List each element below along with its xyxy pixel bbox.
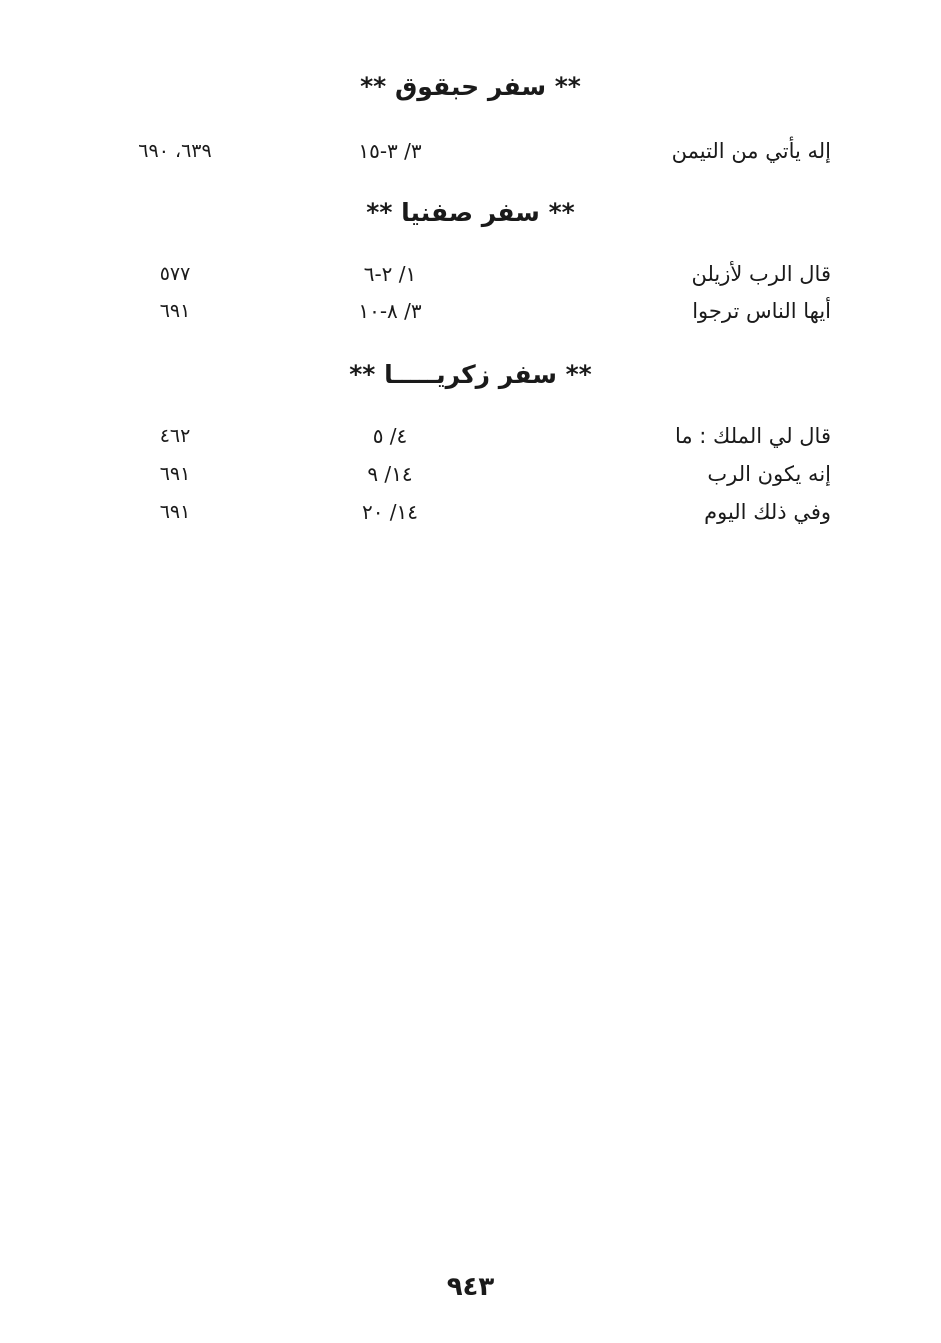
page-number: ٩٤٣ [446, 1272, 495, 1302]
verse-reference: ١/ ٢-٦ [363, 262, 417, 286]
index-row [0, 457, 941, 491]
page-references: ٥٧٧ [159, 263, 191, 285]
index-row [0, 495, 941, 529]
verse-reference: ٣/ ٣-١٥ [358, 139, 422, 163]
verse-reference: ٤/ ٥ [372, 424, 408, 448]
index-row [0, 419, 941, 453]
section-heading-zephaniah: ** سفر صفنيا ** [366, 198, 575, 227]
page-references: ٦٩١ [159, 463, 191, 485]
page-references: ٦٩١ [159, 300, 191, 322]
page-references: ٦٣٩، ٦٩٠ [138, 140, 212, 162]
phrase-text: إله يأتي من التيمن [671, 139, 831, 163]
index-row [0, 134, 941, 168]
index-row [0, 294, 941, 328]
section-heading-zechariah: ** سفر زكريـــــا ** [349, 360, 592, 389]
verse-reference: ٣/ ٨-١٠ [358, 299, 422, 323]
phrase-text: وفي ذلك اليوم [704, 500, 831, 524]
index-row [0, 257, 941, 291]
phrase-text: إنه يكون الرب [707, 462, 831, 486]
page-references: ٤٦٢ [159, 425, 191, 447]
phrase-text: قال لي الملك : ما [674, 424, 831, 448]
phrase-text: قال الرب لأزيلن [691, 262, 831, 286]
page-references: ٦٩١ [159, 501, 191, 523]
verse-reference: ١٤/ ٢٠ [361, 500, 419, 524]
phrase-text: أيها الناس ترجوا [692, 299, 831, 323]
section-heading-habakkuk: ** سفر حبقوق ** [360, 72, 581, 101]
verse-reference: ١٤/ ٩ [367, 462, 413, 486]
